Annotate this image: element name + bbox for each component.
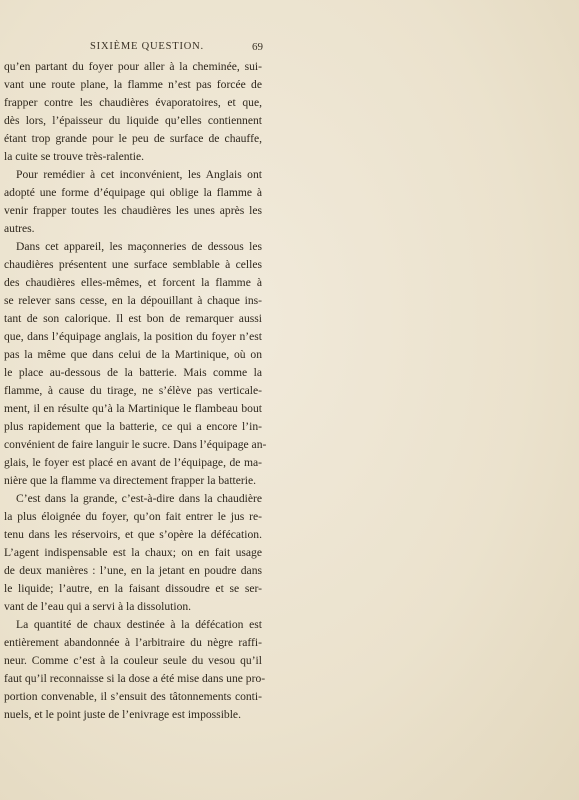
text-line: la cuite se trouve très-ralentie. (4, 150, 145, 163)
text-line: Pour remédier à cet inconvénient, les Anglais ont (16, 168, 262, 181)
text-line: étant trop grande pour le peu de surface de chauffe, (4, 132, 262, 145)
text-line: qu’en partant du foyer pour aller à la cheminée, sui- (4, 60, 262, 73)
text-line: dès lors, l’épaisseur du liquide qu’elles contiennent (4, 114, 262, 127)
text-line: adopté une forme d’équipage qui oblige la flamme à (4, 186, 262, 199)
text-line: tant de son calorique. Il est bon de remarquer aussi (4, 312, 262, 325)
text-line: que, dans l’équipage anglais, la position du foyer n’est (4, 330, 262, 343)
text-line: la plus éloignée du foyer, qu’on fait entrer le jus re- (4, 510, 262, 523)
text-line: frapper contre les chaudières évaporatoires, et que, (4, 96, 262, 109)
text-line: vant de l’eau qui a servi à la dissolution. (4, 600, 192, 613)
text-line: glais, le foyer est placé en avant de l’équipage, de ma- (4, 456, 262, 469)
text-line: C’est dans la grande, c’est-à-dire dans la chaudière (16, 492, 262, 505)
text-line: La quantité de chaux destinée à la défécation est (16, 618, 262, 631)
text-line: de deux manières : l’une, en la jetant en poudre dans (4, 564, 262, 577)
text-line: neur. Comme c’est à la couleur seule du vesou qu’il (4, 654, 262, 667)
text-line: L’agent indispensable est la chaux; on en fait usage (4, 546, 262, 559)
text-line: chaudières présentent une surface semblable à celles (4, 258, 262, 271)
text-line: vant une route plane, la flamme n’est pas forcée de (4, 78, 262, 91)
text-line: faut qu’il reconnaisse si la dose a été mise dans une pro- (4, 672, 266, 685)
page-number: 69 (252, 41, 263, 53)
text-line: tenu dans les réservoirs, et que s’opère la défécation. (4, 528, 262, 541)
text-line: ment, il en résulte qu’à la Martinique le flambeau bout (4, 402, 262, 415)
text-line: nuels, et le point juste de l’enivrage est impossible. (4, 708, 241, 721)
text-line: entièrement abandonnée à l’arbitraire du nègre raffi- (4, 636, 262, 649)
text-line: autres. (4, 222, 35, 235)
text-line: Dans cet appareil, les maçonneries de dessous les (16, 240, 262, 253)
running-title: SIXIÈME QUESTION. (90, 41, 204, 52)
text-line: portion convenable, il s’ensuit des tâtonnements conti- (4, 690, 262, 703)
running-head (0, 41, 579, 55)
text-line: pas la même que dans celui de la Martinique, où on (4, 348, 262, 361)
text-line: flamme, à cause du tirage, ne s’élève pas verticale- (4, 384, 262, 397)
text-line: se relever sans cesse, en la dépouillant à chaque ins- (4, 294, 262, 307)
text-line: plus rapidement que la batterie, ce qui a encore l’in- (4, 420, 262, 433)
text-line: venir frapper toutes les chaudières les unes après les (4, 204, 262, 217)
text-line: nière que la flamme va directement frapper la batterie. (4, 474, 257, 487)
text-line: des chaudières elles-mêmes, et forcent la flamme à (4, 276, 262, 289)
text-line: convénient de faire languir le sucre. Dans l’équipage an- (4, 438, 267, 451)
text-line: le place au-dessous de la batterie. Mais comme la (4, 366, 262, 379)
text-line: le liquide; l’autre, en la faisant dissoudre et se ser- (4, 582, 262, 595)
